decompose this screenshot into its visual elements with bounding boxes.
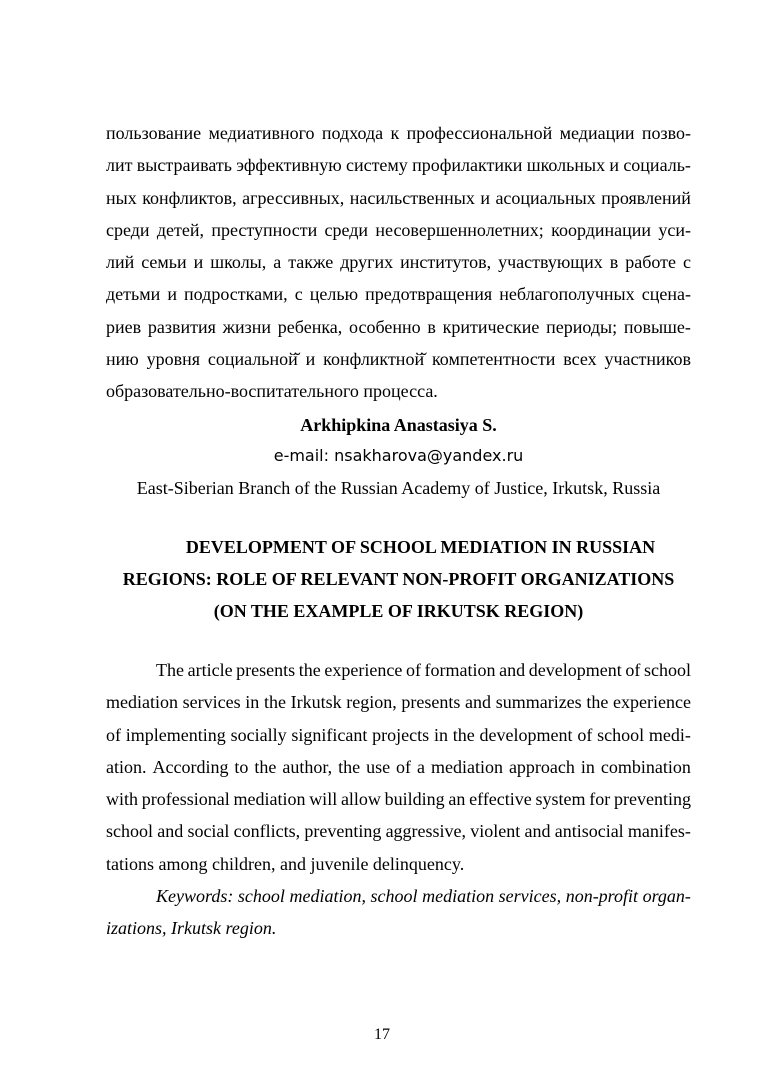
word: с <box>682 252 691 273</box>
word: significant <box>291 724 368 745</box>
word: среди <box>106 219 150 240</box>
word: the <box>263 692 286 713</box>
word: professional <box>141 789 230 810</box>
word: medi- <box>648 724 691 745</box>
word: services <box>182 692 241 713</box>
word: in <box>433 724 448 745</box>
word: конфликтов, <box>142 187 237 208</box>
word: school <box>237 886 285 907</box>
word: development <box>479 724 573 745</box>
word: organ- <box>642 886 691 907</box>
word: The <box>156 660 184 680</box>
word: а <box>273 252 282 273</box>
word: mediation <box>430 756 503 777</box>
word: и <box>305 349 316 370</box>
word: school <box>370 886 418 907</box>
word: выстраивать <box>136 155 232 176</box>
word: region, <box>346 692 397 713</box>
page-number: 17 <box>374 1026 390 1043</box>
word: семьи <box>141 252 187 273</box>
word: presents <box>236 660 296 680</box>
word: the <box>338 756 361 777</box>
word: пользование <box>106 123 202 143</box>
word: the <box>298 660 321 680</box>
keywords-line <box>106 880 691 912</box>
word: Keywords: <box>156 886 234 907</box>
word: детьми <box>106 284 161 305</box>
word: также <box>288 252 334 273</box>
word: компетентности <box>431 349 556 370</box>
word: работе <box>625 252 677 273</box>
word: mediation <box>233 789 306 810</box>
word: критические <box>442 316 540 337</box>
word: in <box>245 692 260 713</box>
word: preventing <box>304 821 382 842</box>
word: подхода <box>321 123 384 143</box>
word: socially <box>230 724 287 745</box>
word: preventing <box>614 789 691 810</box>
word: в <box>609 252 619 273</box>
word: social <box>187 821 230 842</box>
word: aggressive, <box>385 821 467 842</box>
word: медиативного <box>208 123 315 143</box>
word: experience <box>613 692 691 713</box>
word: ation. <box>106 756 147 777</box>
word: в <box>427 316 436 337</box>
word: детей, <box>156 219 204 240</box>
word: of <box>625 660 641 680</box>
word: агрессивных, <box>242 187 345 208</box>
word: and <box>524 821 551 842</box>
word: насильственных <box>349 187 475 208</box>
text-line <box>106 343 691 375</box>
word: лий <box>106 252 135 273</box>
word: the <box>254 756 277 777</box>
word: неблагополучных <box>499 284 635 305</box>
word: projects <box>372 724 430 745</box>
word: подростками, <box>184 284 288 305</box>
word: социаль- <box>623 155 691 176</box>
article-title-line: REGIONS: ROLE OF RELEVANT NON-PROFIT ORGANIZATIONS <box>122 569 675 589</box>
word: combination <box>600 756 691 777</box>
text-line <box>106 182 691 214</box>
word: других <box>340 252 394 273</box>
word: an <box>448 789 466 810</box>
word: развития <box>147 316 216 337</box>
text-line <box>106 815 691 847</box>
word: несовершеннолетних; <box>375 219 544 240</box>
text-line <box>106 783 691 815</box>
word: with <box>106 789 139 810</box>
word: summarizes <box>495 692 582 713</box>
word: in <box>580 756 595 777</box>
keywords-line: izations, Irkutsk region. <box>106 918 277 939</box>
word: school <box>106 821 153 842</box>
word: с <box>294 284 303 305</box>
text-line <box>106 214 691 246</box>
word: building <box>384 789 445 810</box>
word: профессиональной <box>406 123 553 143</box>
text-line <box>106 311 691 343</box>
word: allow <box>340 789 381 810</box>
word: antisocial <box>554 821 624 842</box>
word: периоды; <box>546 316 618 337</box>
word: особенно <box>349 316 421 337</box>
word: медиации <box>559 123 635 143</box>
word: a <box>417 756 426 777</box>
word: школы, <box>210 252 267 273</box>
word: проявлений <box>601 187 691 208</box>
author-name: Arkhipkina Anastasiya S. <box>300 415 497 435</box>
abstract <box>106 654 691 945</box>
word: violent <box>470 821 521 842</box>
word: school <box>597 724 645 745</box>
word: социальной̆ <box>207 349 298 370</box>
text-line <box>106 686 691 718</box>
russian-paragraph <box>106 117 691 408</box>
word: преступности <box>211 219 318 240</box>
word: асоциальных <box>495 187 596 208</box>
text-line <box>106 246 691 278</box>
word: mediation, <box>289 886 366 907</box>
word: Irkutsk <box>290 692 342 713</box>
word: of <box>577 724 593 745</box>
word: жизни <box>222 316 272 337</box>
word: конфликтной̆ <box>323 349 425 370</box>
word: позво- <box>641 123 691 143</box>
word: нию <box>106 349 139 370</box>
word: институтов, <box>400 252 492 273</box>
word: development <box>528 660 622 680</box>
word: школьных <box>526 155 606 176</box>
word: manifes- <box>627 821 691 842</box>
word: use <box>366 756 391 777</box>
word: и <box>609 155 620 176</box>
article-title-line: DEVELOPMENT OF SCHOOL MEDIATION IN RUSSIAN <box>185 537 656 557</box>
word: formation <box>424 660 496 680</box>
word: координации <box>551 219 652 240</box>
word: author, <box>282 756 333 777</box>
article-title-line: (ON THE EXAMPLE OF IRKUTSK REGION) <box>213 601 584 621</box>
word: school <box>643 660 691 680</box>
word: всех <box>563 349 597 370</box>
word: of <box>405 660 421 680</box>
text-line <box>106 117 691 149</box>
word: сцена- <box>641 284 691 305</box>
word: и <box>480 187 490 208</box>
word: участвующих <box>498 252 603 273</box>
word: implementing <box>125 724 226 745</box>
word: the <box>452 724 475 745</box>
word: and <box>499 660 526 680</box>
text-line: образовательно-воспитательного процесса. <box>106 381 438 402</box>
word: предотвращения <box>365 284 493 305</box>
text-line <box>106 149 691 181</box>
word: will <box>309 789 338 810</box>
text-line <box>106 719 691 751</box>
word: mediation <box>422 886 495 907</box>
word: experience <box>324 660 403 680</box>
word: effective <box>469 789 532 810</box>
word: of <box>396 756 412 777</box>
text-line <box>106 654 691 686</box>
word: article <box>187 660 233 680</box>
word: services, <box>498 886 562 907</box>
word: of <box>106 724 121 745</box>
word: and <box>157 821 184 842</box>
word: и <box>167 284 177 305</box>
word: approach <box>508 756 575 777</box>
text-line: tations among children, and juvenile delinquency. <box>106 853 465 874</box>
word: целью <box>309 284 359 305</box>
word: presents <box>401 692 461 713</box>
word: уси- <box>658 219 691 240</box>
word: систему <box>345 155 408 176</box>
word: и <box>193 252 204 273</box>
word: mediation <box>106 692 178 713</box>
word: conflicts, <box>233 821 301 842</box>
word: According <box>152 756 229 777</box>
text-line <box>106 751 691 783</box>
word: участников <box>604 349 691 370</box>
word: ных <box>106 187 137 208</box>
word: эффективную <box>236 155 342 176</box>
word: ребенка, <box>277 316 343 337</box>
word: system <box>535 789 586 810</box>
word: уровня <box>146 349 201 370</box>
word: for <box>589 789 611 810</box>
word: to <box>234 756 249 777</box>
author-affiliation: East-Siberian Branch of the Russian Academy of Justice, Irkutsk, Russia <box>136 478 661 498</box>
word: повыше- <box>623 316 691 337</box>
word: лит <box>106 155 133 176</box>
word: к <box>390 123 400 143</box>
word: non-profit <box>565 886 639 907</box>
author-email: e-mail: nsakharova@yandex.ru <box>273 446 524 465</box>
text-line <box>106 278 691 310</box>
word: профилактики <box>412 155 523 176</box>
word: риев <box>106 316 142 337</box>
word: the <box>586 692 609 713</box>
word: and <box>465 692 492 713</box>
word: среди <box>324 219 369 240</box>
